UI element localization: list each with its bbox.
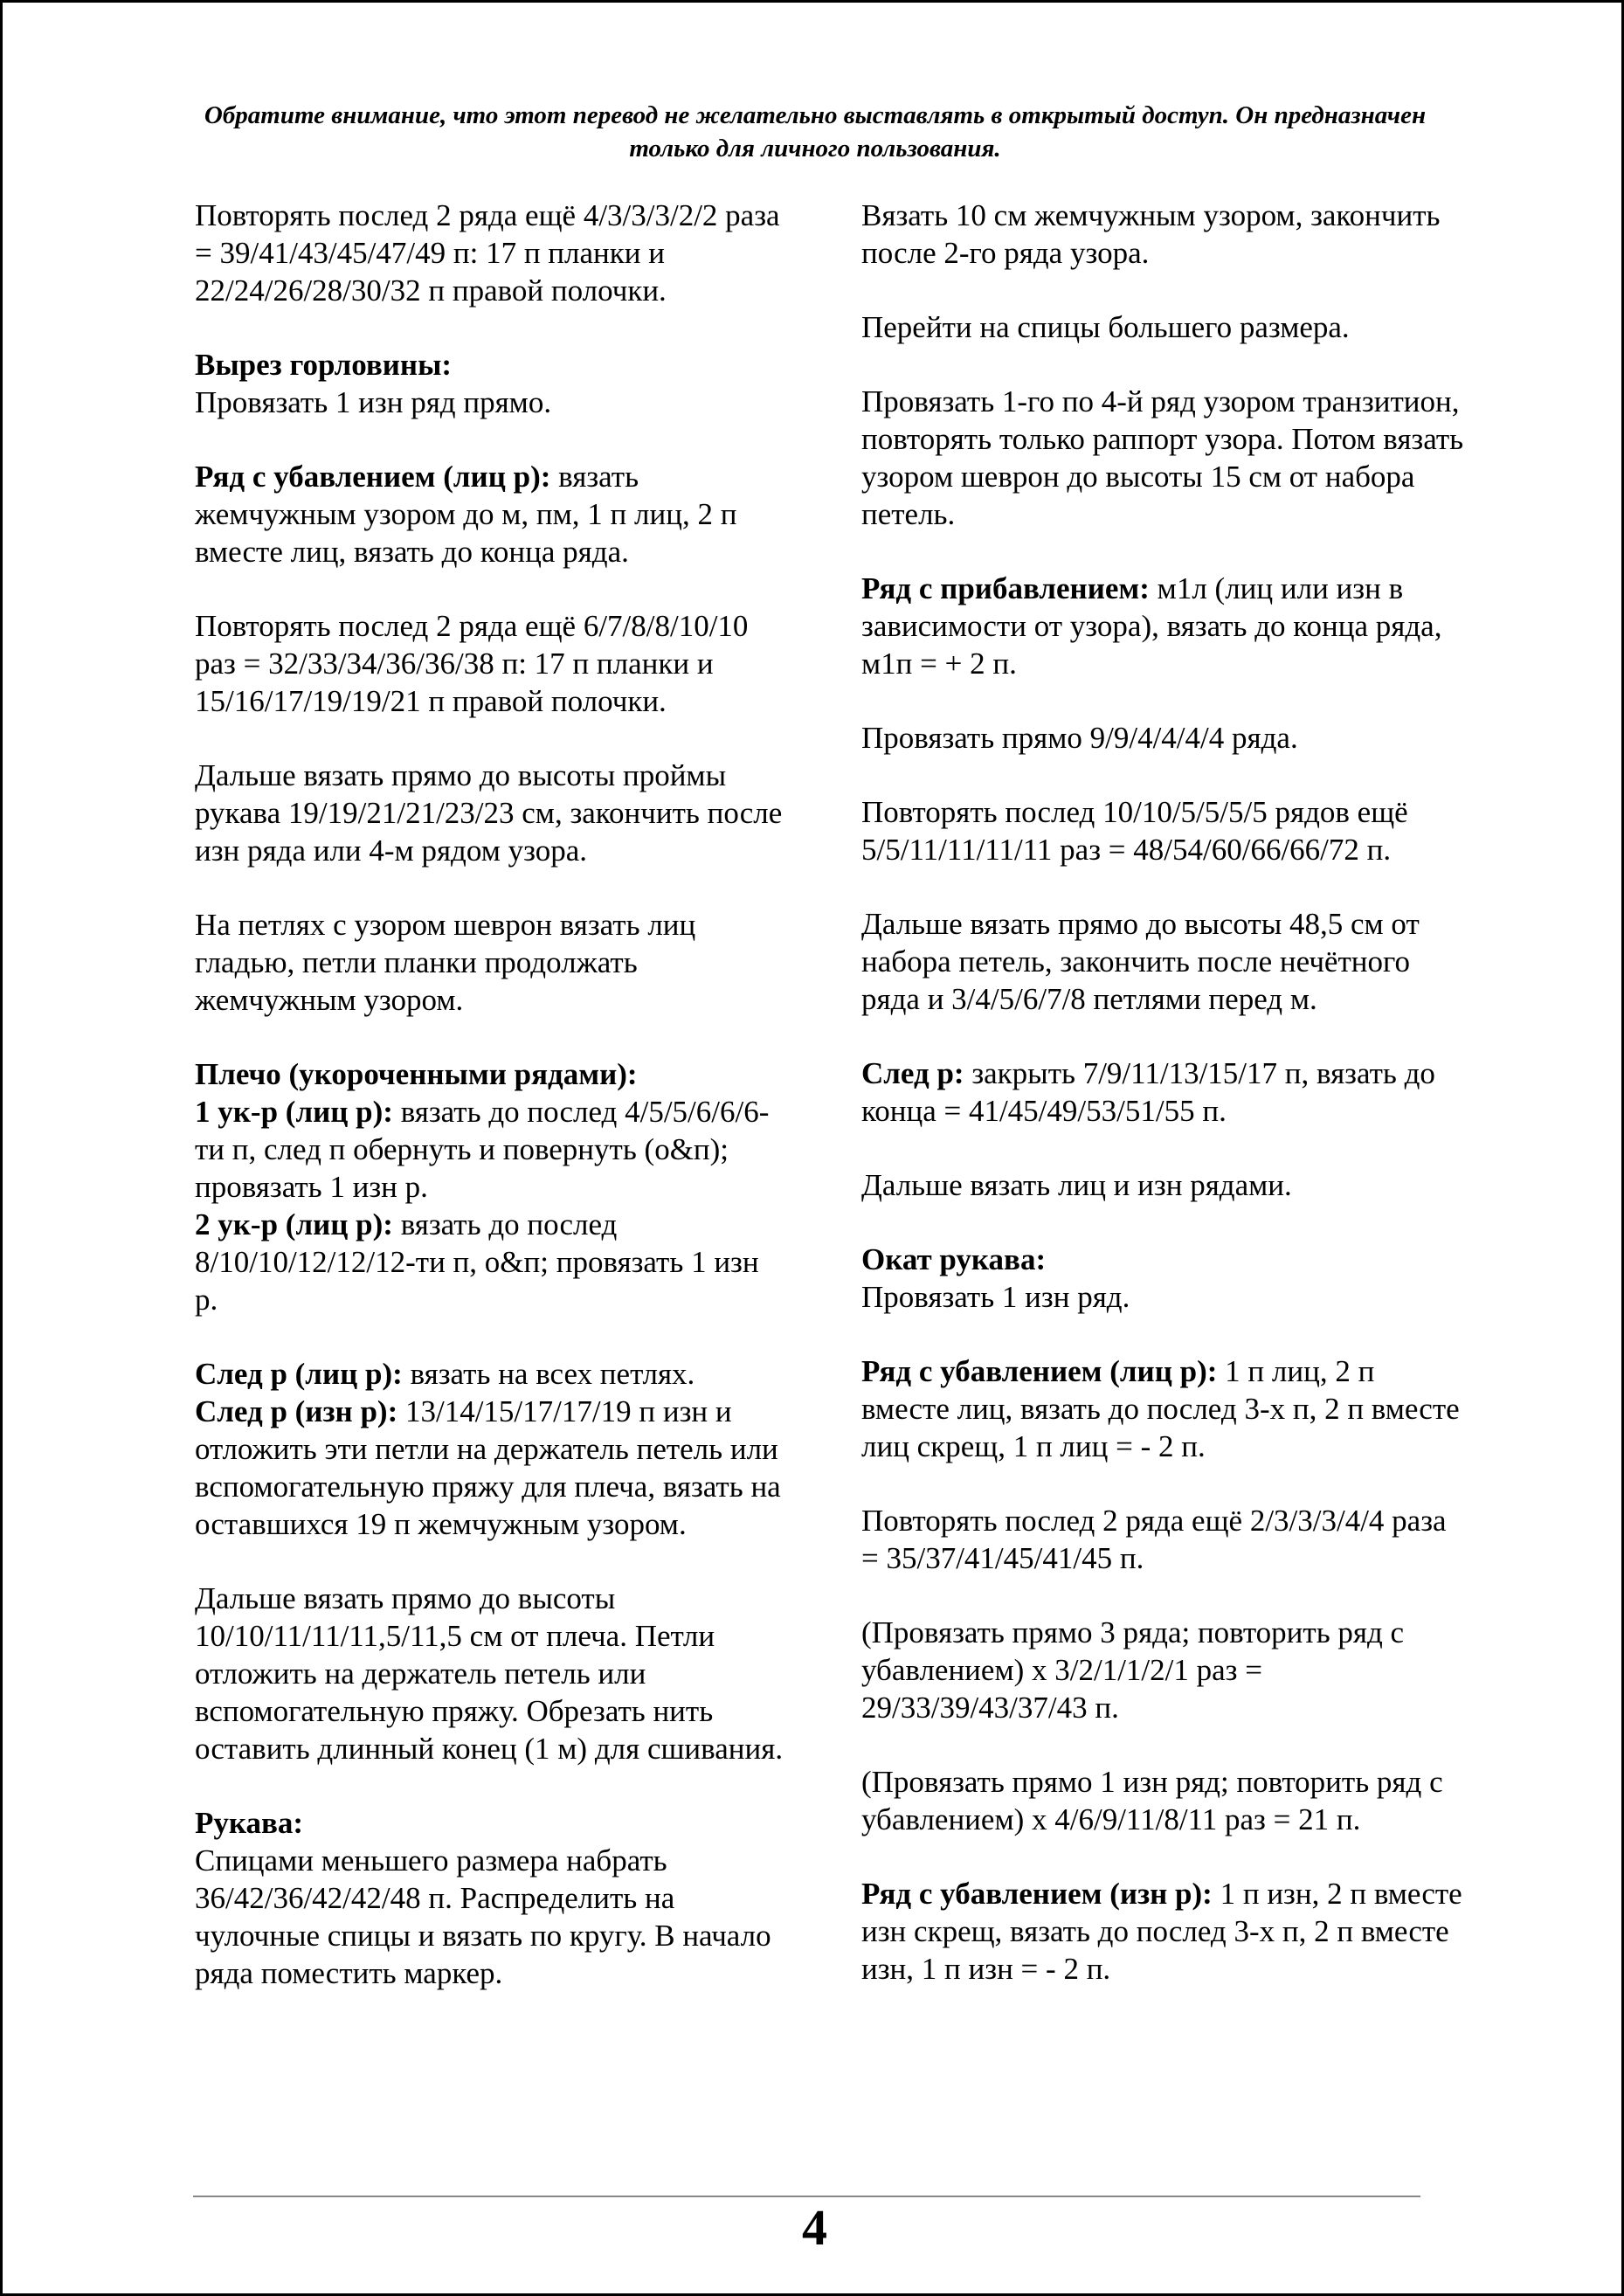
row-label: 2 ук-р (лиц р): [195,1207,393,1241]
row-label: След р (лиц р): [195,1357,403,1391]
sleeves-section [195,1804,789,1992]
paragraph: Повторять послед 2 ряда ещё 4/3/3/3/2/2 раза = 39/41/43/45/47/49 п: 17 п планки и 22/24/26/28/30/32 п правой полочки. [195,198,780,308]
section-heading: Рукава: [195,1806,304,1840]
increase-row-instruction [861,570,1464,682]
paragraph: (Провязать прямо 3 ряда; повторить ряд с убавлением) х 3/2/1/1/2/1 раз = 29/33/39/43/37/43 п. [861,1615,1405,1725]
row-text: вязать жемчужным узором до м, пм, 1 п лиц, 2 п вместе лиц, вязать до конца ряда. [195,460,737,569]
paragraph: Дальше вязать прямо до высоты проймы рукава 19/19/21/21/23/23 см, закончить после изн ряда или 4-м рядом узора. [195,758,783,868]
paragraph: Провязать прямо 9/9/4/4/4/4 ряда. [861,721,1298,755]
row-label: Ряд с убавлением (изн р): [861,1877,1213,1911]
shoulder-section [195,1055,789,1318]
row-label: След р (изн р): [195,1394,398,1428]
decrease-ws-instruction [861,1875,1464,1988]
page-number: 4 [802,2199,827,2256]
row-label: След р: [861,1056,964,1090]
row-text: вязать до послед 4/5/5/6/6/6-ти п, след п обернуть и повернуть (о&п); провязать 1 изн р. [195,1095,770,1204]
paragraph: (Провязать прямо 1 изн ряд; повторить ряд с убавлением) х 4/6/9/11/8/11 раз = 21 п. [861,1765,1443,1836]
neckline-section [195,346,789,421]
sleeve-cap-section [861,1241,1464,1316]
paragraph: Перейти на спицы большего размера. [861,310,1350,344]
paragraph-text: Провязать 1 изн ряд. [861,1280,1130,1314]
right-column [861,197,1464,1988]
notice-header: Обратите внимание, что этот перевод не желательно выставлять в открытый доступ. Он предназначен только для личного пользования. [204,101,1427,163]
paragraph: Провязать 1-го по 4-й ряд узором транзитион, повторять только раппорт узора. Потом вязать узором шеврон до высоты 15 см от набора петель. [861,384,1464,531]
section-heading: Плечо (укороченными рядами): [195,1057,638,1091]
row-text: закрыть 7/9/11/13/15/17 п, вязать до конца = 41/45/49/53/51/55 п. [861,1056,1435,1128]
row-label: Ряд с убавлением (лиц р): [195,460,551,494]
row-label: 1 ук-р (лиц р): [195,1095,393,1129]
row-label: Ряд с убавлением (лиц р): [861,1354,1218,1388]
row-text: 1 п лиц, 2 п вместе лиц, вязать до послед 3-х п, 2 п вместе лиц скрещ, 1 п лиц = - 2 п. [861,1354,1460,1463]
paragraph: Повторять послед 10/10/5/5/5/5 рядов ещё 5/5/11/11/11/11 раз = 48/54/60/66/66/72 п. [861,795,1408,867]
row-text: м1л (лиц или изн в зависимости от узора), вязать до конца ряда, м1п = + 2 п. [861,571,1442,681]
row-label: Ряд с прибавлением: [861,571,1150,605]
paragraph: Дальше вязать лиц и изн рядами. [861,1168,1292,1202]
next-rows-instruction [195,1355,789,1543]
row-text: вязать на всех петлях. [402,1357,695,1391]
next-row-instruction [861,1055,1464,1130]
paragraph-text: Спицами меньшего размера набрать 36/42/36/42/42/48 п. Распределить на чулочные спицы и вязать по кругу. В начало ряда поместить маркер. [195,1843,771,1990]
paragraph: Дальше вязать прямо до высоты 48,5 см от набора петель, закончить после нечётного ряда и 3/4/5/6/7/8 петлями перед м. [861,907,1420,1016]
row-text: 1 п изн, 2 п вместе изн скрещ, вязать до послед 3-х п, 2 п вместе изн, 1 п изн = - 2 п. [861,1877,1462,1986]
paragraph: На петлях с узором шеврон вязать лиц гладью, петли планки продолжать жемчужным узором. [195,908,696,1017]
paragraph: Повторять послед 2 ряда ещё 2/3/3/3/4/4 раза = 35/37/41/45/41/45 п. [861,1504,1447,1575]
left-column [195,197,789,1992]
paragraph: Вязать 10 см жемчужным узором, закончить после 2-го ряда узора. [861,198,1441,270]
decrease-rs-instruction [861,1352,1464,1465]
paragraph: Повторять послед 2 ряда ещё 6/7/8/8/10/10 раз = 32/33/34/36/36/38 п: 17 п планки и 15/16/17/19/19/21 п правой полочки. [195,609,749,718]
row-text: вязать до послед 8/10/10/12/12/12-ти п, о&п; провязать 1 изн р. [195,1207,759,1317]
paragraph: Дальше вязать прямо до высоты 10/10/11/11/11,5/11,5 см от плеча. Петли отложить на держатель петель или вспомогательную пряжу. Обрезать нить оставить длинный конец (1 м) для сшивания. [195,1581,784,1766]
row-text: 13/14/15/17/17/19 п изн и отложить эти петли на держатель петель или вспомогательную пряжу для плеча, вязать на оставшихся 19 п жемчужным узором. [195,1394,781,1541]
decrease-row-instruction [195,458,789,571]
paragraph-text: Провязать 1 изн ряд прямо. [195,385,552,419]
section-heading: Вырез горловины: [195,348,453,382]
section-heading: Окат рукава: [861,1242,1047,1276]
